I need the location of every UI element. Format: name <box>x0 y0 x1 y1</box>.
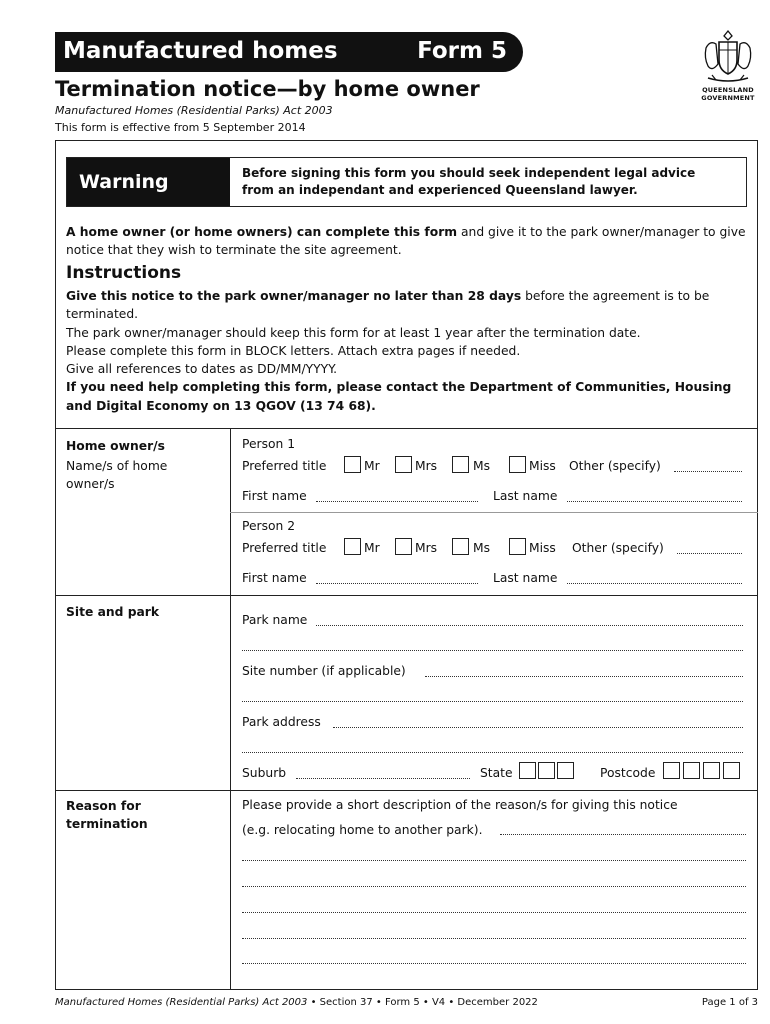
reason-example: (e.g. relocating home to another park). <box>242 823 483 837</box>
banner-title: Manufactured homes <box>63 38 338 64</box>
instruction-1-bold: Give this notice to the park owner/manager no later than 28 days <box>66 289 522 303</box>
queensland-government-logo <box>696 28 760 118</box>
instruction-2: The park owner/manager should keep this form for at least 1 year after the termination date. <box>66 325 641 340</box>
p1-title-ms-checkbox[interactable] <box>452 456 469 473</box>
park-name-field-line-2[interactable] <box>242 650 743 651</box>
last-name-label: Last name <box>493 489 558 503</box>
preferred-title-label: Preferred title <box>242 541 327 555</box>
postcode-box-1[interactable] <box>663 762 680 779</box>
form-number: Form 5 <box>417 38 507 64</box>
section-divider <box>55 790 758 791</box>
section-divider <box>55 595 758 596</box>
warning-box <box>66 157 747 207</box>
p2-other-title-field[interactable] <box>677 553 742 554</box>
instruction-4: Give all references to dates as DD/MM/YYYY. <box>66 362 338 377</box>
title-mr-label: Mr <box>364 541 380 555</box>
instructions-text <box>66 287 751 415</box>
suburb-field[interactable] <box>296 778 470 779</box>
postcode-box-2[interactable] <box>683 762 700 779</box>
p1-title-miss-checkbox[interactable] <box>509 456 526 473</box>
warning-line-1: Before signing this form you should seek independent legal advice <box>242 166 696 180</box>
logo-text-government: GOVERNMENT <box>701 94 755 102</box>
page-title: Termination notice—by home owner <box>55 77 480 101</box>
p1-other-title-field[interactable] <box>674 471 742 472</box>
p1-first-name-field[interactable] <box>316 501 478 502</box>
title-mrs-label: Mrs <box>415 541 438 555</box>
p2-title-mr-checkbox[interactable] <box>344 538 361 555</box>
reason-field-line-3[interactable] <box>242 886 746 887</box>
effective-date: This form is effective from 5 September 2014 <box>55 121 306 134</box>
reason-field-line-1[interactable] <box>500 834 746 835</box>
park-address-label: Park address <box>242 715 321 729</box>
instructions-heading: Instructions <box>66 263 182 283</box>
footer-act: Manufactured Homes (Residential Parks) Act 2003 <box>55 997 308 1008</box>
p1-title-mr-checkbox[interactable] <box>344 456 361 473</box>
intro-bold: A home owner (or home owners) can complete this form <box>66 225 458 239</box>
p2-last-name-field[interactable] <box>567 583 742 584</box>
logo-text-queensland: QUEENSLAND <box>702 86 754 94</box>
suburb-label: Suburb <box>242 766 287 780</box>
state-label: State <box>480 766 513 780</box>
first-name-label: First name <box>242 489 307 503</box>
p1-title-mrs-checkbox[interactable] <box>395 456 412 473</box>
warning-line-2: from an independant and experienced Queensland lawyer. <box>242 183 638 197</box>
person-divider <box>230 512 758 513</box>
coat-of-arms-icon <box>702 28 754 86</box>
title-ms-label: Ms <box>473 459 491 473</box>
reason-field-line-6[interactable] <box>242 963 746 964</box>
other-title-label: Other (specify) <box>572 541 664 555</box>
reason-label: Reason for termination <box>66 799 148 831</box>
section-divider <box>55 428 758 429</box>
footer-details: • Section 37 • Form 5 • V4 • December 2022 <box>307 997 538 1008</box>
park-address-field-line-2[interactable] <box>242 752 743 753</box>
reason-instruction: Please provide a short description of the reason/s for giving this notice <box>242 798 678 812</box>
last-name-label: Last name <box>493 571 558 585</box>
warning-text <box>242 165 695 199</box>
site-number-label: Site number (if applicable) <box>242 664 406 678</box>
first-name-label: First name <box>242 571 307 585</box>
title-ms-label: Ms <box>473 541 491 555</box>
site-and-park-label: Site and park <box>66 605 160 619</box>
postcode-label: Postcode <box>600 766 656 780</box>
act-reference: Manufactured Homes (Residential Parks) Act 2003 <box>55 104 333 117</box>
site-number-field[interactable] <box>425 676 743 677</box>
warning-label: Warning <box>67 158 230 206</box>
p2-first-name-field[interactable] <box>316 583 478 584</box>
person-1-label: Person 1 <box>242 437 296 451</box>
p2-title-miss-checkbox[interactable] <box>509 538 526 555</box>
footer-reference <box>55 997 538 1008</box>
form-banner <box>55 32 523 72</box>
reason-field-line-2[interactable] <box>242 860 746 861</box>
other-title-label: Other (specify) <box>569 459 661 473</box>
title-miss-label: Miss <box>529 459 556 473</box>
title-mrs-label: Mrs <box>415 459 438 473</box>
person-2-label: Person 2 <box>242 519 296 533</box>
p1-last-name-field[interactable] <box>567 501 742 502</box>
preferred-title-label: Preferred title <box>242 459 327 473</box>
p2-title-mrs-checkbox[interactable] <box>395 538 412 555</box>
site-number-field-line-2[interactable] <box>242 701 743 702</box>
instruction-5: If you need help completing this form, please contact the Department of Communities, Housing and Digital Economy on 13 QGOV (13 74 68). <box>66 380 732 413</box>
title-mr-label: Mr <box>364 459 380 473</box>
page-number: Page 1 of 3 <box>701 997 758 1008</box>
park-name-field[interactable] <box>316 625 743 626</box>
park-address-field[interactable] <box>333 727 743 728</box>
instruction-1-rest: before the agreement is to be terminated. <box>66 289 710 322</box>
state-box-1[interactable] <box>519 762 536 779</box>
postcode-box-4[interactable] <box>723 762 740 779</box>
reason-field-line-4[interactable] <box>242 912 746 913</box>
state-box-2[interactable] <box>538 762 555 779</box>
instruction-3: Please complete this form in BLOCK letters. Attach extra pages if needed. <box>66 343 521 358</box>
intro-rest: and give it to the park owner/manager to give notice that they wish to terminate the site agreement. <box>66 225 746 257</box>
park-name-label: Park name <box>242 613 308 627</box>
home-owner-label: Home owner/s <box>66 439 165 453</box>
reason-field-line-5[interactable] <box>242 938 746 939</box>
home-owner-sublabel: Name/s of home owner/s <box>66 459 168 491</box>
state-box-3[interactable] <box>557 762 574 779</box>
postcode-box-3[interactable] <box>703 762 720 779</box>
intro-paragraph <box>66 223 751 259</box>
p2-title-ms-checkbox[interactable] <box>452 538 469 555</box>
title-miss-label: Miss <box>529 541 556 555</box>
